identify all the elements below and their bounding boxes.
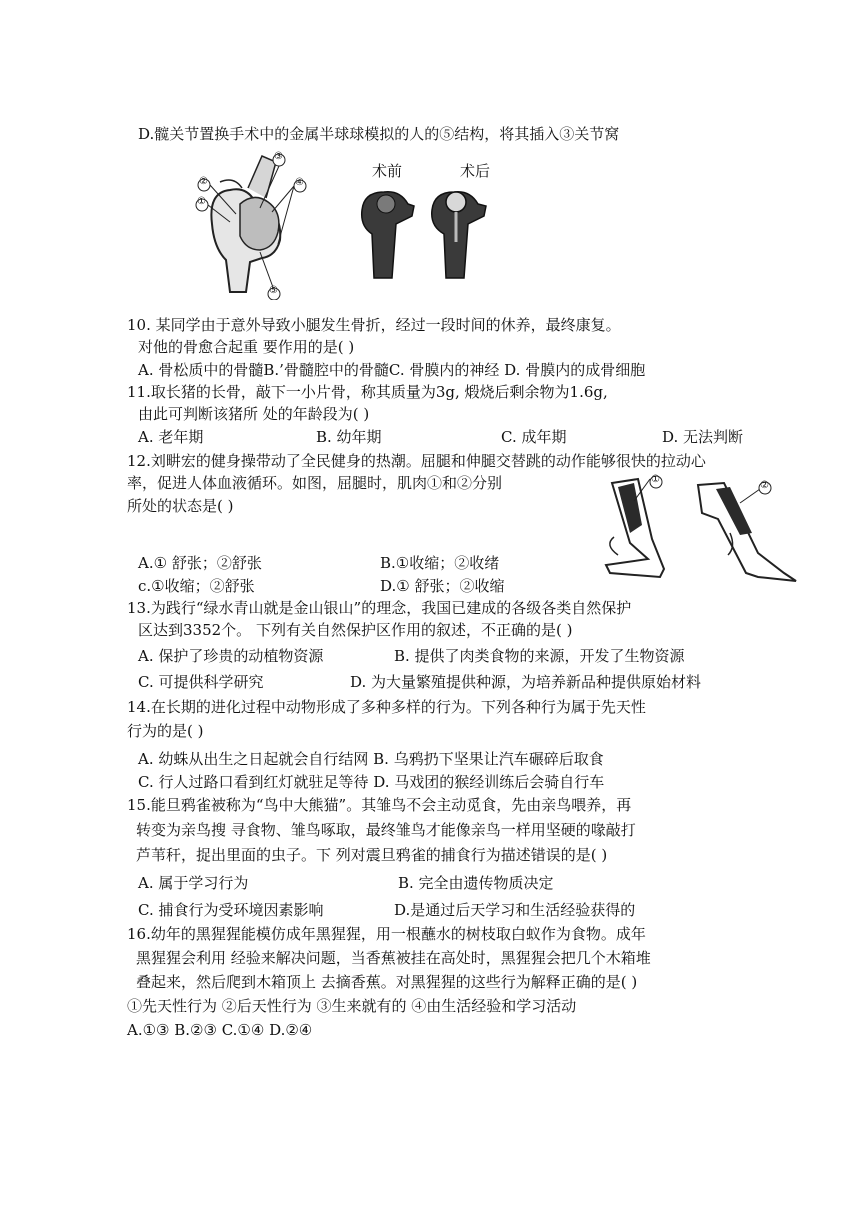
q14-stem-line2: 行为的是( ) (127, 722, 204, 740)
q16-stem-line3: 叠起来，然后爬到木箱顶上 去摘香蕉。对黑猩猩的这些行为解释正确的是( ) (136, 973, 638, 991)
leg-muscle-figure (590, 473, 805, 588)
q13-option-a: A. 保护了珍贵的动植物资源 (138, 647, 324, 665)
q15-stem-line2: 转变为亲鸟搜 寻食物、雏鸟啄取，最终雏鸟才能像亲鸟一样用坚硬的喙敲打 (136, 821, 636, 839)
q15-stem-line3: 芦苇秆，捉出里面的虫子。下 列对震旦鸦雀的捕食行为描述错误的是( ) (136, 846, 608, 864)
q15-option-a: A. 属于学习行为 (138, 874, 249, 892)
surgery-after-caption: 术后 (460, 162, 491, 180)
q16-stem-line1: 16.幼年的黑猩猩能模仿成年黑猩猩，用一根蘸水的树枝取白蚁作为食物。成年 (127, 925, 646, 943)
q13-stem-line1: 13.为践行“绿水青山就是金山银山”的理念，我国已建成的各级各类自然保护 (127, 599, 632, 617)
joint-structure-figure (190, 152, 310, 300)
q11-option-c: C. 成年期 (501, 428, 567, 446)
q12-option-a: A.① 舒张；②舒张 (138, 554, 262, 572)
joint-label-1: ① (197, 196, 206, 207)
leg-muscle-label-2: ② (760, 480, 769, 491)
surgery-before-caption: 术前 (372, 162, 403, 180)
q9-option-d: D.髋关节置换手术中的金属半球球模拟的人的⑤结构，将其插入③关节窝 (138, 125, 620, 143)
q10-options: A. 骨松质中的骨髓B.’骨髓腔中的骨髓C. 骨膜内的神经 D. 骨膜内的成骨细胞 (138, 361, 646, 379)
joint-label-5: ⑤ (269, 285, 278, 296)
q13-stem-line2: 区达到3352个。 下列有关自然保护区作用的叙述，不正确的是( ) (138, 621, 573, 639)
q10-stem-line2: 对他的骨愈合起重 要作用的是( ) (138, 338, 355, 356)
q15-option-c: C. 捕食行为受环境因素影响 (138, 901, 324, 919)
q13-option-b: B. 提供了肉类食物的来源，开发了生物资源 (394, 647, 685, 665)
q12-option-c: c.①收缩；②舒张 (138, 577, 255, 595)
q14-options-ab: A. 幼蛛从出生之日起就会自行结网 B. 乌鸦扔下坚果让汽车碾碎后取食 (138, 750, 604, 768)
joint-label-4: ④ (295, 177, 304, 188)
q11-stem-line2: 由此可判断该猪所 处的年龄段为( ) (138, 405, 370, 423)
hip-surgery-figure (352, 182, 512, 282)
q16-options: A.①③ B.②③ C.①④ D.②④ (127, 1021, 313, 1039)
leg-muscle-label-1: ① (651, 474, 660, 485)
q15-stem-line1: 15.能旦鸦雀被称为“鸟中大熊猫”。其雏鸟不会主动觅食，先由亲鸟喂养，再 (127, 796, 632, 814)
q11-stem-line1: 11.取长猪的长骨，敲下一小片骨，称其质量为3g, 煅烧后剩余物为1.6g, (127, 383, 608, 401)
q14-options-cd: C. 行人过路口看到红灯就驻足等待 D. 马戏团的猴经训练后会骑自行车 (138, 773, 605, 791)
q13-option-c: C. 可提供科学研究 (138, 673, 264, 691)
q12-stem-line2: 率，促进人体血液循环。如图，屈腿时，肌肉①和②分别 (127, 474, 503, 492)
joint-label-2: ② (199, 176, 208, 187)
q16-stem-line2: 黑猩猩会利用 经验来解决问题，当香蕉被挂在高处时，黑猩猩会把几个木箱堆 (136, 949, 651, 967)
q11-option-b: B. 幼年期 (316, 428, 382, 446)
q12-option-b: B.①收缩；②收绪 (380, 554, 500, 572)
q12-stem-line1: 12.刘畊宏的健身操带动了全民健身的热潮。屈腿和伸腿交替跳的动作能够很快的拉动心 (127, 452, 706, 470)
q14-stem-line1: 14.在长期的进化过程中动物形成了多种多样的行为。下列各种行为属于先天性 (127, 698, 646, 716)
q12-stem-line3: 所处的状态是( ) (127, 497, 234, 515)
q16-statements: ①先天性行为 ②后天性行为 ③生来就有的 ④由生活经验和学习活动 (127, 997, 577, 1015)
q10-stem-line1: 10. 某同学由于意外导致小腿发生骨折，经过一段时间的休养，最终康复。 (127, 316, 621, 334)
joint-label-3: ③ (274, 151, 283, 162)
q11-option-d: D. 无法判断 (662, 428, 744, 446)
q12-option-d: D.① 舒张；②收缩 (380, 577, 505, 595)
q15-option-d: D.是通过后天学习和生活经验获得的 (394, 901, 636, 919)
q15-option-b: B. 完全由遗传物质决定 (398, 874, 554, 892)
q13-option-d: D. 为大量繁殖提供种源，为培养新品种提供原始材料 (350, 673, 702, 691)
q11-option-a: A. 老年期 (138, 428, 204, 446)
